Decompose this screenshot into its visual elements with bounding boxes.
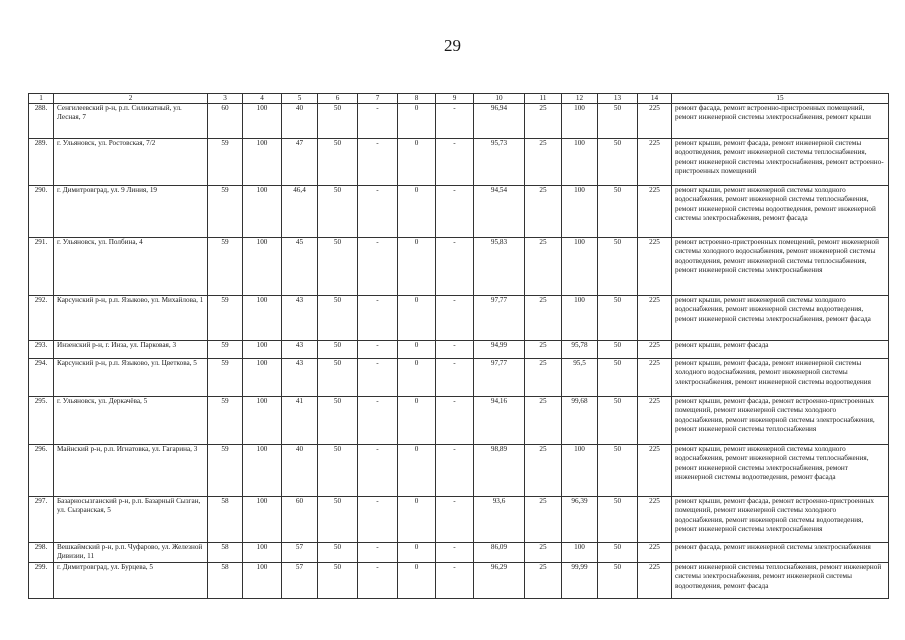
value-cell-c12: 99,99 bbox=[562, 563, 598, 599]
value-cell-c7: - bbox=[358, 359, 398, 397]
value-cell-c3: 59 bbox=[208, 139, 243, 186]
value-cell-c6: 50 bbox=[318, 139, 358, 186]
works-list-cell: ремонт встроенно-пристроенных помещений, ремонт инженерной системы холодного водоснабжения, ремонт инженерной системы водоотведения, ремонт инженерной системы теплоснабжения, ремонт инженерной системы электроснабжения bbox=[672, 238, 889, 296]
value-cell-c6: 50 bbox=[318, 359, 358, 397]
table-row bbox=[29, 543, 889, 563]
value-cell-c4: 100 bbox=[243, 359, 282, 397]
value-cell-c9: - bbox=[436, 341, 474, 359]
value-cell-c3: 58 bbox=[208, 543, 243, 563]
value-cell-c3: 58 bbox=[208, 563, 243, 599]
value-cell-c12: 96,39 bbox=[562, 497, 598, 543]
value-cell-c14: 225 bbox=[638, 238, 672, 296]
row-number-cell: 295. bbox=[29, 397, 54, 445]
row-number-cell: 290. bbox=[29, 186, 54, 238]
address-cell: Майнский р-н, р.п. Игнатовка, ул. Гагарина, 3 bbox=[54, 445, 208, 497]
value-cell-c13: 50 bbox=[598, 359, 638, 397]
row-number-cell: 298. bbox=[29, 543, 54, 563]
value-cell-c14: 225 bbox=[638, 139, 672, 186]
value-cell-c13: 50 bbox=[598, 139, 638, 186]
table-row bbox=[29, 296, 889, 341]
address-cell: г. Димитровград, ул. 9 Линия, 19 bbox=[54, 186, 208, 238]
value-cell-c12: 100 bbox=[562, 238, 598, 296]
value-cell-c13: 50 bbox=[598, 186, 638, 238]
value-cell-c11: 25 bbox=[525, 445, 562, 497]
table-row bbox=[29, 104, 889, 139]
column-header: 3 bbox=[208, 94, 243, 104]
row-number-cell: 288. bbox=[29, 104, 54, 139]
value-cell-c7: - bbox=[358, 341, 398, 359]
value-cell-c8: 0 bbox=[398, 238, 436, 296]
value-cell-c7: - bbox=[358, 104, 398, 139]
value-cell-c7: - bbox=[358, 238, 398, 296]
value-cell-c6: 50 bbox=[318, 445, 358, 497]
value-cell-c9: - bbox=[436, 445, 474, 497]
row-number-cell: 299. bbox=[29, 563, 54, 599]
address-cell: Базарносызганский р-н, р.п. Базарный Сызган, ул. Сызранская, 5 bbox=[54, 497, 208, 543]
value-cell-c5: 41 bbox=[282, 397, 318, 445]
value-cell-c4: 100 bbox=[243, 543, 282, 563]
repair-register-table bbox=[28, 93, 889, 599]
table-body bbox=[29, 104, 889, 599]
value-cell-c5: 43 bbox=[282, 296, 318, 341]
column-header: 9 bbox=[436, 94, 474, 104]
works-list-cell: ремонт крыши, ремонт фасада, ремонт встроенно-пристроенных помещений, ремонт инженерной системы холодного водоснабжения, ремонт инженерной системы водоотведения, ремонт инженерной системы электроснабжения bbox=[672, 497, 889, 543]
column-header: 2 bbox=[54, 94, 208, 104]
value-cell-c13: 50 bbox=[598, 296, 638, 341]
value-cell-c7: - bbox=[358, 296, 398, 341]
page-number: 29 bbox=[444, 36, 461, 55]
address-cell: Карсунский р-н, р.п. Языково, ул. Цветкова, 5 bbox=[54, 359, 208, 397]
works-list-cell: ремонт крыши, ремонт фасада, ремонт встроенно-пристроенных помещений, ремонт инженерной системы холодного водоснабжения, ремонт инженерной системы электроснабжения, ремонт инженерной системы теплоснабжения bbox=[672, 397, 889, 445]
value-cell-c10: 94,16 bbox=[474, 397, 525, 445]
column-header: 6 bbox=[318, 94, 358, 104]
value-cell-c10: 98,89 bbox=[474, 445, 525, 497]
address-cell: г. Ульяновск, ул. Деркачёва, 5 bbox=[54, 397, 208, 445]
value-cell-c11: 25 bbox=[525, 397, 562, 445]
value-cell-c5: 57 bbox=[282, 543, 318, 563]
value-cell-c11: 25 bbox=[525, 139, 562, 186]
value-cell-c10: 86,09 bbox=[474, 543, 525, 563]
value-cell-c10: 93,6 bbox=[474, 497, 525, 543]
value-cell-c9: - bbox=[436, 543, 474, 563]
value-cell-c14: 225 bbox=[638, 296, 672, 341]
value-cell-c3: 58 bbox=[208, 497, 243, 543]
value-cell-c4: 100 bbox=[243, 445, 282, 497]
value-cell-c5: 45 bbox=[282, 238, 318, 296]
value-cell-c6: 50 bbox=[318, 104, 358, 139]
row-number-cell: 297. bbox=[29, 497, 54, 543]
column-header: 11 bbox=[525, 94, 562, 104]
value-cell-c5: 46,4 bbox=[282, 186, 318, 238]
value-cell-c13: 50 bbox=[598, 397, 638, 445]
value-cell-c4: 100 bbox=[243, 497, 282, 543]
value-cell-c9: - bbox=[436, 397, 474, 445]
value-cell-c10: 95,83 bbox=[474, 238, 525, 296]
value-cell-c3: 59 bbox=[208, 445, 243, 497]
value-cell-c5: 40 bbox=[282, 104, 318, 139]
value-cell-c6: 50 bbox=[318, 543, 358, 563]
works-list-cell: ремонт крыши, ремонт инженерной системы холодного водоснабжения, ремонт инженерной системы теплоснабжения, ремонт инженерной системы электроснабжения, ремонт инженерной системы водоотведения, ремонт фасада bbox=[672, 445, 889, 497]
value-cell-c6: 50 bbox=[318, 341, 358, 359]
value-cell-c12: 95,78 bbox=[562, 341, 598, 359]
column-header: 4 bbox=[243, 94, 282, 104]
value-cell-c11: 25 bbox=[525, 359, 562, 397]
address-cell: г. Димитровград, ул. Бурцева, 5 bbox=[54, 563, 208, 599]
value-cell-c4: 100 bbox=[243, 104, 282, 139]
row-number-cell: 291. bbox=[29, 238, 54, 296]
value-cell-c8: 0 bbox=[398, 104, 436, 139]
value-cell-c13: 50 bbox=[598, 238, 638, 296]
address-cell: Вешкаймский р-н, р.п. Чуфарово, ул. Железной Дивизии, 11 bbox=[54, 543, 208, 563]
value-cell-c11: 25 bbox=[525, 497, 562, 543]
works-list-cell: ремонт крыши, ремонт инженерной системы холодного водоснабжения, ремонт инженерной системы теплоснабжения, ремонт инженерной системы водоотведения, ремонт инженерной системы электроснабжения, ремонт фасада bbox=[672, 186, 889, 238]
value-cell-c7: - bbox=[358, 397, 398, 445]
column-header: 13 bbox=[598, 94, 638, 104]
value-cell-c9: - bbox=[436, 104, 474, 139]
value-cell-c8: 0 bbox=[398, 296, 436, 341]
value-cell-c7: - bbox=[358, 186, 398, 238]
value-cell-c13: 50 bbox=[598, 563, 638, 599]
table-row bbox=[29, 497, 889, 543]
column-header: 7 bbox=[358, 94, 398, 104]
works-list-cell: ремонт фасада, ремонт встроенно-пристроенных помещений, ремонт инженерной системы электроснабжения, ремонт крыши bbox=[672, 104, 889, 139]
value-cell-c8: 0 bbox=[398, 139, 436, 186]
table-row bbox=[29, 397, 889, 445]
value-cell-c6: 50 bbox=[318, 186, 358, 238]
value-cell-c9: - bbox=[436, 186, 474, 238]
value-cell-c9: - bbox=[436, 563, 474, 599]
value-cell-c9: - bbox=[436, 359, 474, 397]
address-cell: Карсунский р-н, р.п. Языково, ул. Михайлова, 1 bbox=[54, 296, 208, 341]
works-list-cell: ремонт крыши, ремонт инженерной системы холодного водоснабжения, ремонт инженерной системы водоотведения, ремонт инженерной системы электроснабжения, ремонт фасада bbox=[672, 296, 889, 341]
value-cell-c8: 0 bbox=[398, 359, 436, 397]
column-header: 5 bbox=[282, 94, 318, 104]
value-cell-c4: 100 bbox=[243, 186, 282, 238]
column-header: 1 bbox=[29, 94, 54, 104]
column-header: 12 bbox=[562, 94, 598, 104]
value-cell-c10: 94,54 bbox=[474, 186, 525, 238]
value-cell-c5: 40 bbox=[282, 445, 318, 497]
value-cell-c14: 225 bbox=[638, 186, 672, 238]
value-cell-c12: 100 bbox=[562, 104, 598, 139]
value-cell-c14: 225 bbox=[638, 543, 672, 563]
row-number-cell: 292. bbox=[29, 296, 54, 341]
value-cell-c3: 60 bbox=[208, 104, 243, 139]
value-cell-c12: 100 bbox=[562, 543, 598, 563]
value-cell-c4: 100 bbox=[243, 563, 282, 599]
value-cell-c8: 0 bbox=[398, 563, 436, 599]
value-cell-c11: 25 bbox=[525, 186, 562, 238]
value-cell-c4: 100 bbox=[243, 397, 282, 445]
value-cell-c12: 100 bbox=[562, 139, 598, 186]
value-cell-c4: 100 bbox=[243, 139, 282, 186]
value-cell-c3: 59 bbox=[208, 186, 243, 238]
value-cell-c3: 59 bbox=[208, 238, 243, 296]
value-cell-c8: 0 bbox=[398, 497, 436, 543]
value-cell-c13: 50 bbox=[598, 104, 638, 139]
row-number-cell: 296. bbox=[29, 445, 54, 497]
value-cell-c14: 225 bbox=[638, 497, 672, 543]
value-cell-c6: 50 bbox=[318, 563, 358, 599]
value-cell-c10: 96,29 bbox=[474, 563, 525, 599]
value-cell-c7: - bbox=[358, 543, 398, 563]
value-cell-c8: 0 bbox=[398, 445, 436, 497]
value-cell-c5: 47 bbox=[282, 139, 318, 186]
works-list-cell: ремонт фасада, ремонт инженерной системы электроснабжения bbox=[672, 543, 889, 563]
row-number-cell: 289. bbox=[29, 139, 54, 186]
table-header bbox=[29, 94, 889, 104]
value-cell-c8: 0 bbox=[398, 543, 436, 563]
value-cell-c4: 100 bbox=[243, 296, 282, 341]
value-cell-c10: 96,94 bbox=[474, 104, 525, 139]
row-number-cell: 294. bbox=[29, 359, 54, 397]
value-cell-c14: 225 bbox=[638, 104, 672, 139]
value-cell-c6: 50 bbox=[318, 497, 358, 543]
works-list-cell: ремонт инженерной системы теплоснабжения, ремонт инженерной системы электроснабжения, ремонт инженерной системы водоотведения, ремонт фасада bbox=[672, 563, 889, 599]
works-list-cell: ремонт крыши, ремонт фасада bbox=[672, 341, 889, 359]
value-cell-c7: - bbox=[358, 563, 398, 599]
value-cell-c6: 50 bbox=[318, 296, 358, 341]
value-cell-c11: 25 bbox=[525, 543, 562, 563]
value-cell-c13: 50 bbox=[598, 497, 638, 543]
table-row bbox=[29, 139, 889, 186]
value-cell-c10: 97,77 bbox=[474, 296, 525, 341]
value-cell-c11: 25 bbox=[525, 341, 562, 359]
table-row bbox=[29, 186, 889, 238]
value-cell-c8: 0 bbox=[398, 341, 436, 359]
column-header: 15 bbox=[672, 94, 889, 104]
value-cell-c14: 225 bbox=[638, 359, 672, 397]
value-cell-c7: - bbox=[358, 139, 398, 186]
value-cell-c4: 100 bbox=[243, 238, 282, 296]
value-cell-c3: 59 bbox=[208, 359, 243, 397]
value-cell-c14: 225 bbox=[638, 445, 672, 497]
row-number-cell: 293. bbox=[29, 341, 54, 359]
table-row bbox=[29, 445, 889, 497]
value-cell-c10: 95,73 bbox=[474, 139, 525, 186]
value-cell-c5: 43 bbox=[282, 359, 318, 397]
value-cell-c9: - bbox=[436, 139, 474, 186]
value-cell-c14: 225 bbox=[638, 563, 672, 599]
column-number-row bbox=[29, 94, 889, 104]
value-cell-c14: 225 bbox=[638, 397, 672, 445]
value-cell-c13: 50 bbox=[598, 445, 638, 497]
value-cell-c12: 100 bbox=[562, 186, 598, 238]
value-cell-c3: 59 bbox=[208, 296, 243, 341]
address-cell: Сенгилеевский р-н, р.п. Силикатный, ул. Лесная, 7 bbox=[54, 104, 208, 139]
works-list-cell: ремонт крыши, ремонт фасада, ремонт инженерной системы водоотведения, ремонт инженерной системы теплоснабжения, ремонт инженерной системы электроснабжения, ремонт встроенно-пристроенных помещений bbox=[672, 139, 889, 186]
column-header: 10 bbox=[474, 94, 525, 104]
value-cell-c7: - bbox=[358, 497, 398, 543]
address-cell: г. Ульяновск, ул. Полбина, 4 bbox=[54, 238, 208, 296]
value-cell-c3: 59 bbox=[208, 397, 243, 445]
value-cell-c11: 25 bbox=[525, 104, 562, 139]
value-cell-c9: - bbox=[436, 238, 474, 296]
value-cell-c6: 50 bbox=[318, 397, 358, 445]
value-cell-c9: - bbox=[436, 296, 474, 341]
value-cell-c7: - bbox=[358, 445, 398, 497]
table-row bbox=[29, 238, 889, 296]
value-cell-c13: 50 bbox=[598, 341, 638, 359]
value-cell-c10: 97,77 bbox=[474, 359, 525, 397]
table-row bbox=[29, 359, 889, 397]
value-cell-c13: 50 bbox=[598, 543, 638, 563]
value-cell-c6: 50 bbox=[318, 238, 358, 296]
value-cell-c12: 100 bbox=[562, 296, 598, 341]
value-cell-c11: 25 bbox=[525, 296, 562, 341]
column-header: 14 bbox=[638, 94, 672, 104]
value-cell-c5: 43 bbox=[282, 341, 318, 359]
value-cell-c8: 0 bbox=[398, 186, 436, 238]
address-cell: г. Ульяновск, ул. Ростовская, 7/2 bbox=[54, 139, 208, 186]
value-cell-c11: 25 bbox=[525, 563, 562, 599]
value-cell-c10: 94,99 bbox=[474, 341, 525, 359]
address-cell: Инзенский р-н, г. Инза, ул. Парковая, 3 bbox=[54, 341, 208, 359]
works-list-cell: ремонт крыши, ремонт фасада, ремонт инженерной системы холодного водоснабжения, ремонт инженерной системы электроснабжения, ремонт инженерной системы водоотведения bbox=[672, 359, 889, 397]
value-cell-c4: 100 bbox=[243, 341, 282, 359]
value-cell-c5: 57 bbox=[282, 563, 318, 599]
value-cell-c12: 95,5 bbox=[562, 359, 598, 397]
value-cell-c5: 60 bbox=[282, 497, 318, 543]
value-cell-c9: - bbox=[436, 497, 474, 543]
column-header: 8 bbox=[398, 94, 436, 104]
value-cell-c14: 225 bbox=[638, 341, 672, 359]
value-cell-c11: 25 bbox=[525, 238, 562, 296]
value-cell-c3: 59 bbox=[208, 341, 243, 359]
table-row bbox=[29, 341, 889, 359]
value-cell-c12: 99,68 bbox=[562, 397, 598, 445]
value-cell-c12: 100 bbox=[562, 445, 598, 497]
table-row bbox=[29, 563, 889, 599]
value-cell-c8: 0 bbox=[398, 397, 436, 445]
